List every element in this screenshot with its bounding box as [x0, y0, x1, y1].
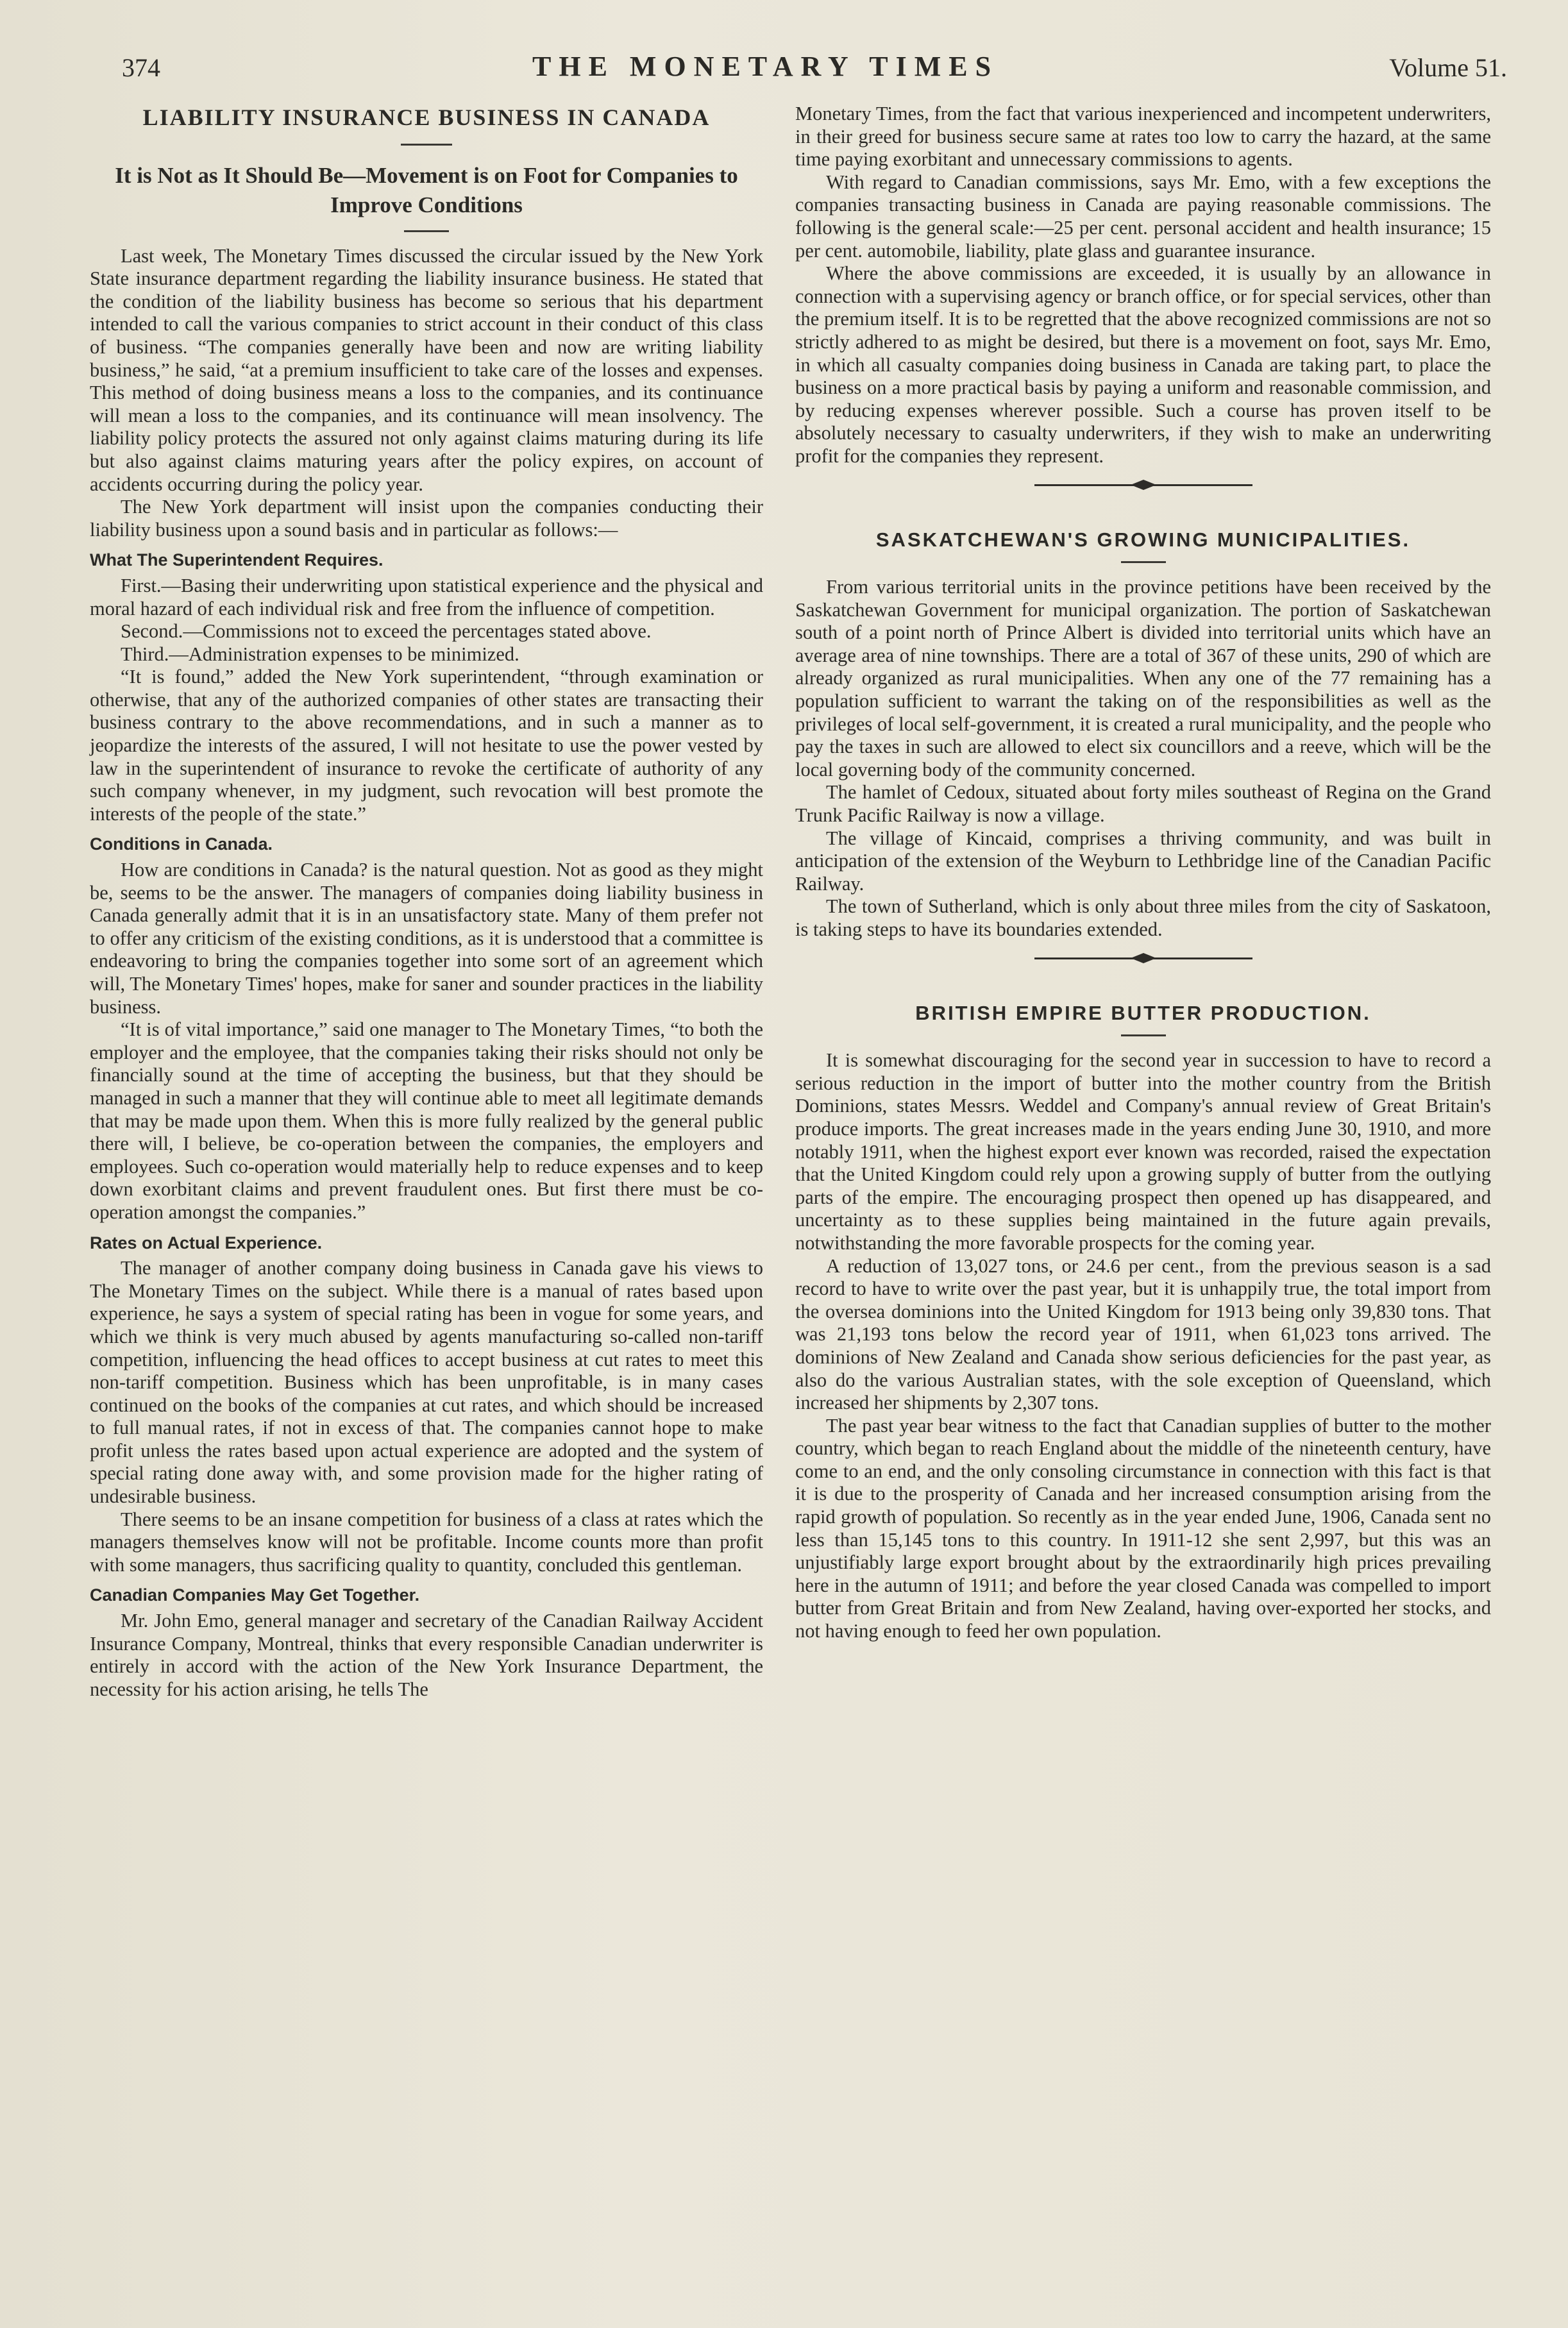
ornament-diamond-icon [1131, 952, 1156, 965]
body-paragraph: It is somewhat discouraging for the second year in succession to have to record a serious reduction in the import of butter into the mother country from the British Dominions, states Messrs. Weddel and Company's annual review of Great Britain's produce imports. The great increases made in the years ending June 30, 1910, and more notably 1911, when the highest export ever known was recorded, raised the expectation that the United Kingdom could rely upon a growing supply of butter from the outlying parts of the empire. The encouraging prospect then opened up has disappeared, and uncertainty as to these supplies being maintained in the future again prevails, notwithstanding the more favorable prospects for the coming year. [795, 1049, 1491, 1254]
body-paragraph: The hamlet of Cedoux, situated about forty miles southeast of Regina on the Grand Trunk Pacific Railway is now a village. [795, 781, 1491, 827]
continuation-paragraph: Monetary Times, from the fact that various inexperienced and incompetent underwriters, in their greed for business secure same at rates too low to carry the hazard, at the same time paying exorbitant and unnecessary commissions to agents. [795, 103, 1491, 171]
page-number: 374 [122, 53, 160, 82]
body-paragraph: First.—Basing their underwriting upon statistical experience and the physical and moral hazard of each individual risk and free from the influence of competition. [90, 574, 763, 620]
title-rule [1121, 561, 1166, 563]
title-rule [401, 144, 452, 146]
section-heading-conditions: Conditions in Canada. [90, 834, 273, 854]
continuation-paragraph: Where the above commissions are exceeded, it is usually by an allowance in connection with a supervising agency or branch office, or for special services, other than the premium itself. It is to be regretted that the above recognized commissions are not so strictly adhered to as might be desired, but there is a movement on foot, says Mr. Emo, in which all casualty companies doing business in Canada are taking part, to place the business on a more practical basis by paying a uniform and reasonable commission, and by reducing expenses wherever possible. Such a course has proven itself to be absolutely necessary to casualty underwriters, if they wish to make an underwriting profit for the companies they represent. [795, 262, 1491, 467]
continuation-paragraph: With regard to Canadian commissions, says Mr. Emo, with a few exceptions the companies transacting business in Canada are paying reasonable commissions. The following is the general scale:—25 per cent. personal accident and health insurance; 15 per cent. automobile, liability, plate glass and guarantee insurance. [795, 171, 1491, 262]
intro-paragraph: The New York department will insist upon the companies conducting their liability business upon a sound basis and in particular as follows:— [90, 496, 763, 541]
section-heading-rates: Rates on Actual Experience. [90, 1233, 323, 1253]
title-rule [1121, 1034, 1166, 1036]
body-paragraph: From various territorial units in the province petitions have been received by the Saskatchewan Government for municipal organization. The portion of Saskatchewan south of a point north of Prince Albert is divided into territorial units which have an average area of nine townships. There are a total of 367 of these units, 290 of which are already organized as rural municipalities. When any one of the 77 remaining has a population sufficient to warrant the taking on of the responsibilities as well as the privileges of local self-government, it is created a rural municipality, and the people who pay the taxes in such are allowed to elect six councillors and a reeve, which will be the local governing body of the community concerned. [795, 576, 1491, 780]
left-column [90, 103, 763, 1701]
volume-label: Volume 51. [1389, 53, 1507, 82]
body-paragraph: The town of Sutherland, which is only about three miles from the city of Saskatoon, is taking steps to have its boundaries extended. [795, 895, 1491, 940]
subtitle-rule [404, 230, 449, 232]
body-paragraph: Third.—Administration expenses to be minimized. [121, 643, 519, 665]
article-title-liability: LIABILITY INSURANCE BUSINESS IN CANADA [142, 105, 711, 130]
body-paragraph: How are conditions in Canada? is the natural question. Not as good as they might be, seems to be the answer. The managers of companies doing liability business in Canada generally admit that it is in an unsatisfactory state. Many of them prefer not to offer any criticism of the existing conditions, as it is understood that a committee is endeavoring to bring the companies together into some sort of an agreement which will, The Monetary Times' hopes, make for saner and sounder practices in the liability business. [90, 859, 763, 1018]
ornament-diamond-icon [1131, 478, 1156, 491]
body-paragraph: “It is found,” added the New York superintendent, “through examination or otherwise, that any of the authorized companies of other states are transacting their business contrary to the above recommendations, and in such a manner as to jeopardize the interests of the assured, I will not hesitate to use the power vested by law in the superintendent of insurance to revoke the certificate of authority of any such company whenever, in my judgment, such revocation will best promote the interests of the people of the state.” [90, 666, 763, 825]
body-paragraph: A reduction of 13,027 tons, or 24.6 per cent., from the previous season is a sad record to have to write over the past year, but it is unhappily true, the total import from the oversea dominions into the United Kingdom for 1913 being only 39,830 tons. That was 21,193 tons below the record year of 1911, when 61,023 tons arrived. The dominions of New Zealand and Canada show serious deficiencies for the past year, as also do the various Australian states, with the sole exception of Queensland, which increased her shipments by 2,307 tons. [795, 1254, 1491, 1414]
body-paragraph: There seems to be an insane competition for business of a class at rates which the managers themselves know will not be profitable. Income counts more than profit with some managers, thus sacrificing quality to quantity, concluded this gentleman. [90, 1508, 763, 1576]
section-heading-superintendent: What The Superintendent Requires. [90, 550, 384, 570]
article-subtitle-liability: It is Not as It Should Be—Movement is on Foot for Companies to Improve Conditions [115, 162, 738, 217]
right-column [795, 103, 1491, 1643]
body-paragraph: “It is of vital importance,” said one manager to The Monetary Times, “to both the employer and the employee, that the companies taking their risks should not only be financially sound at the time of accepting the business, but that they should be managed in such a manner that they will continue able to meet all legitimate demands that may be made upon them. When this is more fully realized by the general public there will, I believe, be co-operation between the companies, the employers and employees. Such co-operation would materially help to reduce expenses and to keep down exorbitant claims and prevent fraudulent ones. But first there must be co-operation amongst the companies.” [90, 1018, 763, 1223]
page-header [122, 53, 1507, 91]
body-paragraph: The past year bear witness to the fact that Canadian supplies of butter to the mother country, which began to reach England about the middle of the nineteenth century, have come to an end, and the only consoling circumstance in connection with this fact is that it is due to the prosperity of Canada and her increased consumption arising from the rapid growth of population. So recently as in the year ended June, 1906, Canada sent no less than 15,145 tons to this country. In 1911-12 she sent 2,997, but this was an unjustifiably large export brought about by the extraordinarily high prices prevailing here in the autumn of 1911; and before the year closed Canada was compelled to import butter from Great Britain and from New Zealand, having over-exported her stocks, and not having enough to feed her own population. [795, 1414, 1491, 1642]
section-heading-together: Canadian Companies May Get Together. [90, 1585, 420, 1605]
body-paragraph: The manager of another company doing business in Canada gave his views to The Monetary Times on the subject. While there is a manual of rates based upon experience, he says a system of special rating has been in vogue for some years, and which we think is very much abused by agents manufacturing so-called non-tariff competition, influencing the head offices to accept business at cut rates to meet this non-tariff competition. Business which has been unprofitable, is in many cases continued on the books of the companies at cut rates, and which should be increased to full manual rates, if not in excess of that. The companies cannot hope to make profit unless the rates based upon actual experience are adopted and the system of special rating done away with, and some provision made for the higher rating of undesirable business. [90, 1257, 763, 1508]
body-paragraph: Mr. John Emo, general manager and secretary of the Canadian Railway Accident Insurance Company, Montreal, thinks that every responsible Canadian underwriter is entirely in accord with the action of the New York Insurance Department, the necessity for his action arising, he tells The [90, 1610, 763, 1700]
body-paragraph: The village of Kincaid, comprises a thriving community, and was built in anticipation of the extension of the Weyburn to Lethbridge line of the Canadian Pacific Railway. [795, 827, 1491, 895]
body-paragraph: Second.—Commissions not to exceed the percentages stated above. [121, 620, 652, 643]
intro-paragraph: Last week, The Monetary Times discussed the circular issued by the New York State insurance department regarding the liability insurance business. He stated that the condition of the liability business has become so serious that his department intended to call the various companies to strict account in their conduct of this class of business. “The companies generally have been and now are writing liability business,” he said, “at a premium insufficient to take care of the losses and expenses. This method of doing business means a loss to the companies, and its continuance will mean a loss to the companies, and its continuance will mean insolvency. The liability policy protects the assured not only against claims maturing during its life but also against claims maturing years after the policy expires, on account of accidents occurring during the policy year. [90, 244, 763, 495]
article-title-butter: BRITISH EMPIRE BUTTER PRODUCTION. [915, 1001, 1371, 1024]
article-title-saskatchewan: SASKATCHEWAN'S GROWING MUNICIPALITIES. [875, 528, 1411, 551]
masthead: THE MONETARY TIMES [532, 51, 999, 82]
section-ornament [1034, 478, 1252, 491]
section-ornament [1034, 952, 1252, 965]
